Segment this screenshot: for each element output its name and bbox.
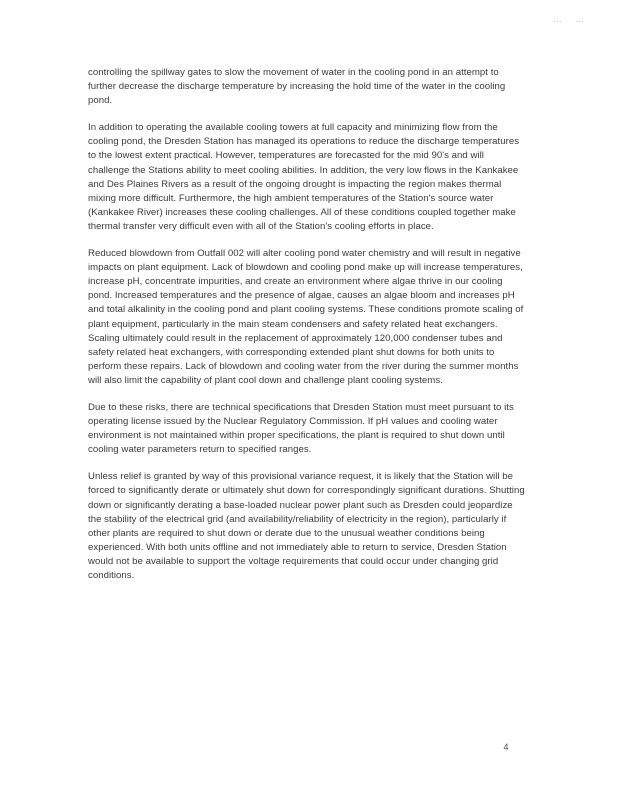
page-number-value: 4	[503, 742, 509, 752]
header-mark-left: ...	[553, 15, 562, 24]
paragraph-2: In addition to operating the available cooling towers at full capacity and minimizing flow from the cooling pond, the Dresden Station has managed its operations to reduce the discharge temperatures to the lowest extent practical. However, temperatures are forecasted for the mid 90's and will challenge the Stations ability to meet cooling abilities. In addition, the very low flows in the Kankakee and Des Plaines Rivers as a result of the ongoing drought is impacting the region makes thermal mixing more difficult. Furthermore, the high ambient temperatures of the Station's source water (Kankakee River) increases these cooling challenges. All of these conditions coupled together make thermal transfer very difficult even with all of the Station's cooling efforts in place.	[88, 122, 520, 232]
paragraph-1: controlling the spillway gates to slow the movement of water in the cooling pond in an attempt to further decrease the discharge temperature by increasing the hold time of the water in the cooling pond.	[88, 67, 506, 107]
paragraph-3: Reduced blowdown from Outfall 002 will alter cooling pond water chemistry and will result in negative impacts on plant equipment. Lack of blowdown and cooling pond make up will increase temperatures, increase pH, concentrate impurities, and create an environment where algae thrive in our cooling pond. Increased temperatures and the presence of algae, causes an algae bloom and increases pH and total alkalinity in the cooling pond and plant cooling systems. These conditions promote scaling of plant equipment, particularly in the main steam condensers and safety related heat exchangers. Scaling ultimately could result in the replacement of approximately 120,000 condenser tubes and safety related heat exchangers, with corresponding extended plant shut downs for both units to perform these repairs. Lack of blowdown and cooling water from the river during the summer months will also limit the capability of plant cool down and challenge plant cooling systems.	[88, 248, 524, 386]
page-number	[0, 742, 618, 752]
paragraph-5: Unless relief is granted by way of this provisional variance request, it is likely that the Station will be forced to significantly derate or ultimately shut down for correspondingly significant durations. Shutting down or significantly derating a base-loaded nuclear power plant such as Dresden could jeopardize the stability of the electrical grid (and availability/reliability of electricity in the region), particularly if other plants are required to shut down or derate due to the unusual weather conditions being experienced. With both units offline and not immediately able to return to service, Dresden Station would not be available to support the voltage requirements that could occur under changing grid conditions.	[88, 471, 525, 581]
document-body	[88, 66, 528, 583]
paragraph-4: Due to these risks, there are technical specifications that Dresden Station must meet pursuant to its operating license issued by the Nuclear Regulatory Commission. If pH values and cooling water environment is not maintained within proper specifications, the plant is required to shut down until cooling water parameters return to specified ranges.	[88, 401, 514, 456]
page-header-marks	[514, 14, 584, 26]
header-mark-right: ...	[575, 15, 584, 24]
